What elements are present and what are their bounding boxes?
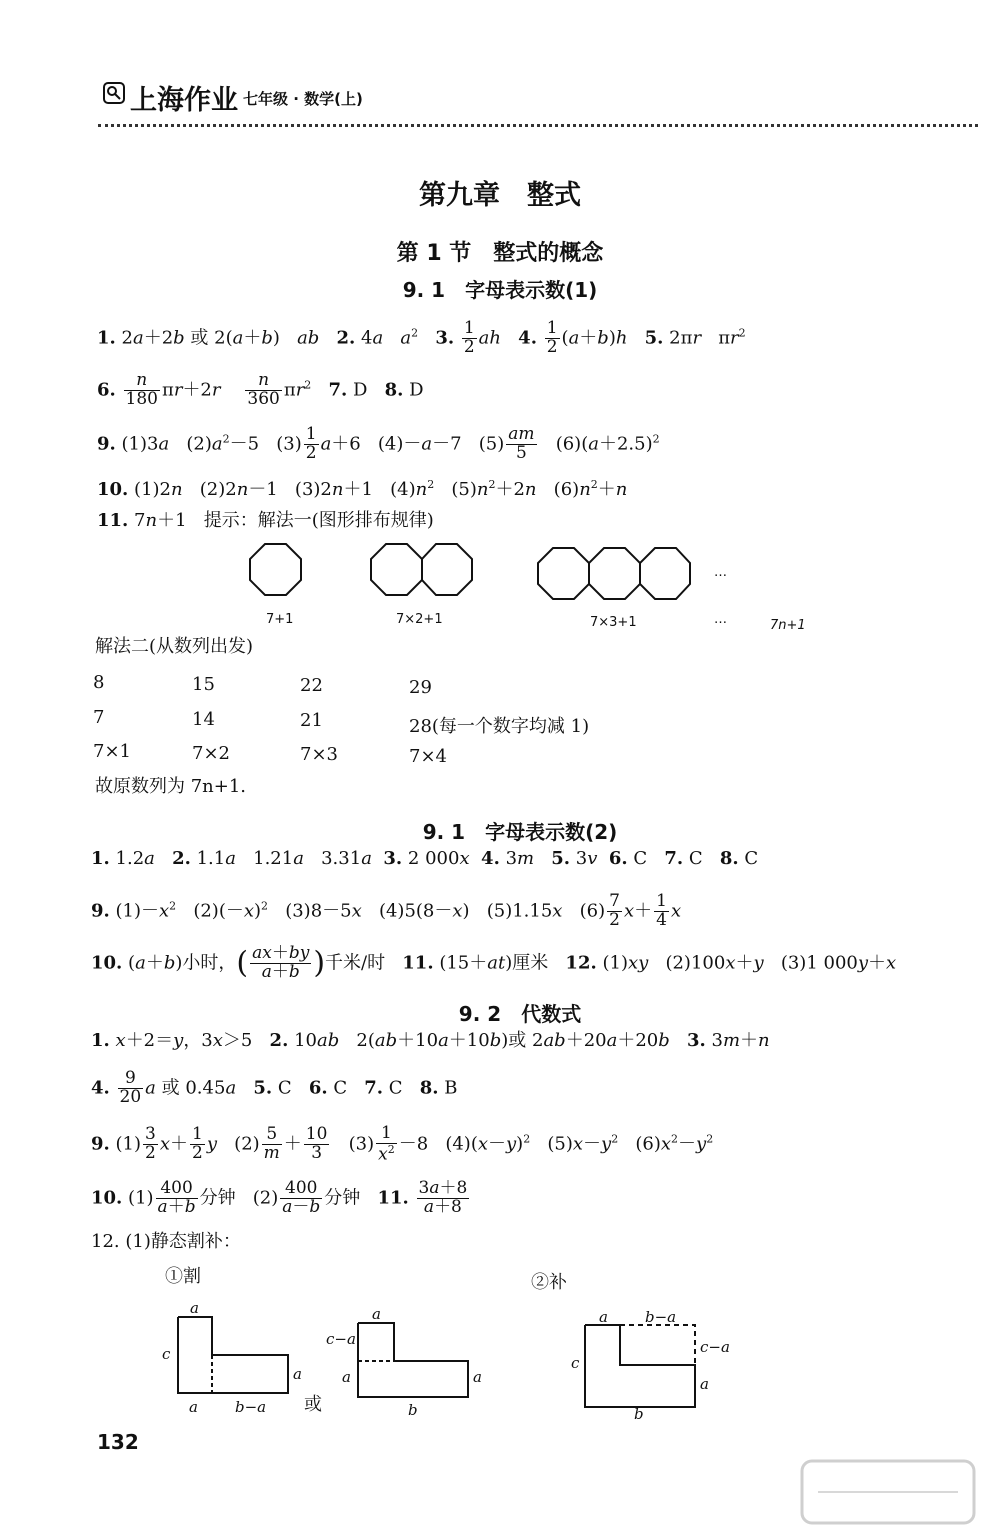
octagon-1 (250, 544, 301, 595)
fill-shape (585, 1325, 695, 1407)
header-brand: 上海作业 (130, 85, 238, 116)
fig2-label-a-right: a (473, 1368, 482, 1386)
seq-r1-c1: 8 (93, 672, 105, 693)
octagon-caption-4: … (714, 612, 727, 627)
answer-line-8: 10. (a＋b)小时，( $\frac{ax+by}{a+b}$ )千米/时 11. (15＋at)厘米 12. (1)xy (2)100x＋y (3)1 000y＋x (91, 943, 897, 982)
page-number: 132 (97, 1430, 139, 1454)
answer-line-7: 9. $(1)-x^2$ $(2)(-x)^2$ (3)8－5x (4)5(8－x) (5)1.15x (6) $\frac{7}{2}$ x＋ $\frac{1}{4}$ x (91, 891, 682, 930)
answer-line-11: 9. (1) $\frac{3}{2}$ x＋ $\frac{1}{2}$ y (2) $\frac{5}{m}$ ＋ $\frac{10}{3}$ (3) $\frac{1}{x^2}$ －8 $(4)(x-y)^2$ $(5)x-y^2$ $(6)x^2-y^2$ (91, 1123, 714, 1165)
octagon-caption-2: 7×2+1 (396, 612, 443, 627)
watermark-logo (798, 1457, 978, 1527)
octagon-2b (422, 544, 472, 595)
answer-line-4: 10. (1)2n (2)2n－1 (3)2n＋1 $(4)n^2$ $(5)n^2+2n$ $(6)n^2+n$ (97, 478, 628, 500)
header-divider (98, 124, 978, 127)
seq-r2-c4: 28(每一个数字均减 1) (409, 716, 590, 737)
fig1-label-a-bottom: a (189, 1398, 198, 1416)
answer-line-1: 1. 2a＋2b 或 2(a＋b) ab 2. 4a $a^2$ 3. $\frac{1}{2}$ ah 4. $\frac{1}{2}$ (a＋b)h 5. 2πr $\pi r^2$ (97, 318, 746, 357)
octagon-3a (538, 548, 589, 599)
seq-r3-c4: 7×4 (409, 746, 447, 767)
octagon-3b (589, 548, 640, 599)
cut-shape-1 (178, 1317, 288, 1393)
fig3-label-b: b (634, 1405, 644, 1423)
answer-line-5: 11. 7n＋1 提示：解法一(图形排布规律) (97, 510, 434, 531)
fig3-label-a: a (599, 1308, 608, 1326)
octagon-2a (371, 544, 422, 595)
seq-r1-c3: 22 (300, 675, 323, 696)
answer-line-3: 9. (1)3a $(2)a^2-5$ (3) $\frac{1}{2}$ a＋6 (4)－a－7 (5) $\frac{am}{5}$ $(6)(a+2.5)^2$ (97, 424, 660, 463)
seq-r2-c1: 7 (93, 707, 105, 728)
seq-r3-c2: 7×2 (192, 743, 230, 764)
seq-r1-c4: 29 (409, 677, 432, 698)
octagon-caption-5: 7n+1 (770, 618, 806, 633)
section-title: 第 1 节 整式的概念 (396, 241, 604, 266)
octagon-figures (240, 540, 770, 610)
method-2-label: 解法二(从数列出发) (95, 636, 254, 657)
answer-line-10: 4. $\frac{9}{20}$ a 或 0.45a 5. C 6. C 7. C 8. B (91, 1068, 458, 1107)
seq-r2-c3: 21 (300, 710, 323, 731)
fig2-label-a-left: a (342, 1368, 351, 1386)
seq-r3-c3: 7×3 (300, 744, 338, 765)
fig2-label-a-top: a (372, 1305, 381, 1323)
header-subtitle: 七年级 · 数学(上) (243, 90, 363, 108)
octagon-3c (640, 548, 690, 599)
fig3-label-c: c (571, 1354, 580, 1372)
fig2-label-b: b (408, 1401, 418, 1419)
fig3-label-c-minus-a: c−a (700, 1338, 730, 1356)
fig1-label-c: c (162, 1345, 171, 1363)
fig3-label-b-minus-a: b−a (645, 1308, 677, 1326)
fig3-label-a-right: a (700, 1375, 709, 1393)
fig1-label-b-minus-a: b−a (235, 1398, 267, 1416)
fig2-label-c-minus-a: c−a (326, 1330, 356, 1348)
cut-label: ①割 (165, 1266, 201, 1287)
q12-title: 12. (1)静态割补： (91, 1231, 241, 1252)
subsection-title-1: 9. 1 字母表示数(1) (402, 278, 598, 302)
seq-r1-c2: 15 (192, 674, 215, 695)
subsection-title-2: 9. 1 字母表示数(2) (422, 820, 618, 844)
hint-text: 提示：解法一(图形排布规律) (203, 510, 434, 531)
seq-r3-c1: 7×1 (93, 741, 131, 762)
octagon-caption-1: 7+1 (266, 612, 294, 627)
ellipsis-1: … (714, 565, 727, 580)
seq-r2-c2: 14 (192, 709, 215, 730)
fig1-label-a-top: a (190, 1299, 199, 1317)
answer-line-12: 10. (1) $\frac{400}{a+b}$ 分钟 (2) $\frac{400}{a-b}$ 分钟 11. $\frac{3a+8}{a+8}$ (91, 1178, 468, 1217)
answer-line-6: 1. 1.2a 2. 1.1a 1.21a 3.31a 3. 2 000x 4. 3m 5. 3v 6. C 7. C 8. C (91, 848, 759, 869)
answer-line-2: 6. $\frac{n}{180}$ πr＋2r $\frac{n}{360}$ $\pi r^2$ 7. D 8. D (97, 370, 424, 409)
subsection-title-3: 9. 2 代数式 (458, 1002, 582, 1026)
answer-line-9: 1. x＋2＝y，3x＞5 2. 10ab 2(ab＋10a＋10b)或 2ab＋20a＋20b 3. 3m＋n (91, 1030, 770, 1051)
fill-label: ②补 (531, 1272, 567, 1293)
chapter-title: 第九章 整式 (419, 180, 581, 211)
or-label: 或 (304, 1394, 322, 1415)
conclusion: 故原数列为 7n+1. (95, 776, 247, 797)
magnifier-logo-icon (103, 82, 125, 104)
fig1-label-a-right: a (293, 1365, 302, 1383)
octagon-caption-3: 7×3+1 (590, 615, 637, 630)
